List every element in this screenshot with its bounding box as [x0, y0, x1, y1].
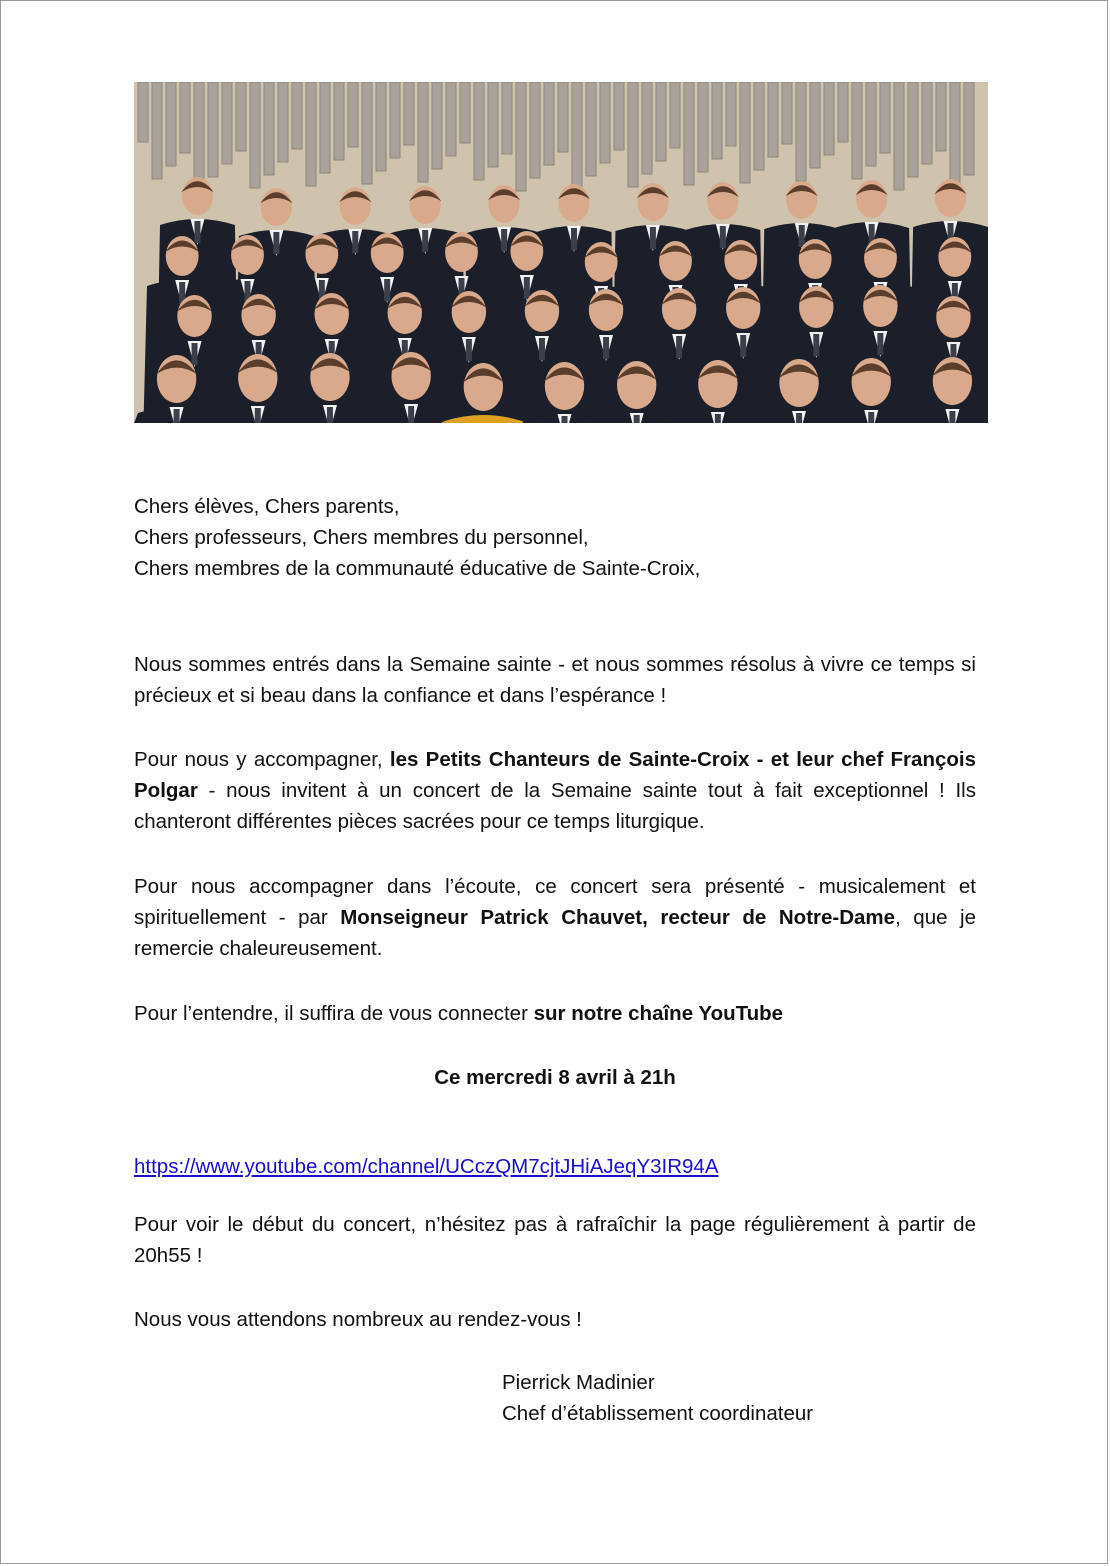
- organ-pipe: [180, 82, 190, 153]
- signature-block: [502, 1367, 813, 1429]
- tie: [796, 413, 802, 423]
- organ-pipe: [544, 82, 554, 165]
- organ-pipe: [292, 82, 302, 149]
- tie: [408, 406, 414, 423]
- organ-pipe: [474, 82, 484, 180]
- organ-pipe: [852, 82, 862, 179]
- organ-pipe: [768, 82, 778, 157]
- paragraph-choir-bold: les Petits Chanteurs de Sainte-Croix - et leur chef François Polgar: [134, 748, 976, 802]
- paragraph-closing: [134, 1304, 976, 1335]
- organ-pipe: [138, 82, 148, 142]
- organ-pipe: [278, 82, 288, 162]
- organ-pipe: [250, 82, 260, 188]
- organ-pipe: [166, 82, 176, 166]
- paragraph-choir-post: - nous invitent à un concert de la Semaine sainte tout à fait exceptionnel ! Ils chanteront différentes pièces sacrées pour ce temps liturgique.: [134, 779, 976, 833]
- organ-pipe: [586, 82, 596, 176]
- tie: [650, 227, 656, 249]
- organ-pipe: [488, 82, 498, 167]
- paragraph-youtube-text: [134, 998, 976, 1029]
- organ-pipe: [614, 82, 624, 150]
- choir-photo-illustration: [134, 82, 988, 423]
- organ-pipe: [894, 82, 904, 190]
- organ-pipe: [866, 82, 876, 166]
- organ-pipe: [964, 82, 974, 175]
- paragraph-intro-text: Nous sommes entrés dans la Semaine sainte - et nous sommes résolus à vivre ce temps si précieux et si beau dans la confiance et dans l’espérance !: [134, 653, 976, 707]
- organ-pipe: [740, 82, 750, 183]
- youtube-channel-link[interactable]: https://www.youtube.com/channel/UCczQM7cjtJHiAJeqY3IR94A: [134, 1155, 719, 1178]
- organ-pipe: [824, 82, 834, 155]
- date-block: [134, 1062, 976, 1093]
- organ-pipe: [530, 82, 540, 178]
- organ-pipe: [922, 82, 932, 164]
- tie: [720, 226, 726, 248]
- paragraph-closing-text: Nous vous attendons nombreux au rendez-vous !: [134, 1308, 582, 1331]
- paragraph-presenter-bold: Monseigneur Patrick Chauvet, recteur de Notre-Dame: [340, 906, 896, 929]
- choir-photo: [134, 82, 988, 423]
- organ-pipe: [320, 82, 330, 173]
- organ-pipe: [152, 82, 162, 179]
- organ-pipe: [600, 82, 610, 163]
- paragraph-choir-text: [134, 744, 976, 837]
- concert-date: Ce mercredi 8 avril à 21h: [434, 1066, 676, 1089]
- paragraph-presenter-pre: Pour nous accompagner dans l’écoute, ce concert sera présenté - musicalement et spirituellement - par: [134, 875, 976, 929]
- organ-pipe: [670, 82, 680, 148]
- organ-pipe: [726, 82, 736, 146]
- tie: [634, 415, 640, 423]
- organ-pipe: [628, 82, 638, 187]
- tie: [273, 232, 279, 254]
- tie: [384, 279, 390, 301]
- organ-pipe: [418, 82, 428, 182]
- paragraph-presenter: [134, 871, 976, 964]
- tie: [813, 334, 819, 356]
- tie: [539, 338, 545, 360]
- organ-pipe: [390, 82, 400, 158]
- tie: [327, 407, 333, 423]
- paragraph-refresh: [134, 1209, 976, 1271]
- organ-pipe: [810, 82, 820, 168]
- organ-pipe: [572, 82, 582, 189]
- organ-pipe: [404, 82, 414, 145]
- organ-pipe: [642, 82, 652, 174]
- paragraph-youtube-pre: Pour l’entendre, il suffira de vous connecter: [134, 1002, 534, 1025]
- organ-pipe: [446, 82, 456, 156]
- greeting-block: [134, 491, 976, 584]
- organ-pipe: [376, 82, 386, 171]
- tie: [571, 228, 577, 250]
- organ-pipe: [432, 82, 442, 169]
- organ-pipe: [838, 82, 848, 142]
- greeting-line-3: Chers membres de la communauté éducative de Sainte-Croix,: [134, 557, 701, 580]
- tie: [715, 414, 721, 423]
- organ-pipe: [796, 82, 806, 181]
- tie: [603, 337, 609, 359]
- paragraph-youtube-bold: sur notre chaîne YouTube: [533, 1002, 784, 1025]
- tie: [192, 343, 198, 365]
- organ-pipe: [936, 82, 946, 151]
- organ-pipe: [502, 82, 512, 154]
- signature-name: Pierrick Madinier: [502, 1371, 655, 1394]
- paragraph-youtube: [134, 998, 976, 1029]
- organ-pipe: [208, 82, 218, 177]
- tie: [501, 229, 507, 251]
- tie: [799, 225, 805, 247]
- organ-pipe: [712, 82, 722, 159]
- paragraph-presenter-post: , que je remercie chaleureusement.: [134, 906, 976, 960]
- organ-pipe: [684, 82, 694, 185]
- organ-pipe: [306, 82, 316, 186]
- tie: [255, 408, 261, 423]
- tie: [740, 335, 746, 357]
- tie: [466, 339, 472, 361]
- organ-pipe: [348, 82, 358, 147]
- organ-pipe: [558, 82, 568, 152]
- tie: [524, 277, 530, 299]
- organ-pipe: [222, 82, 232, 164]
- organ-pipe: [264, 82, 274, 175]
- tie: [422, 230, 428, 252]
- signature-title: Chef d’établissement coordinateur: [502, 1402, 814, 1425]
- organ-pipe: [782, 82, 792, 144]
- organ-pipe: [362, 82, 372, 184]
- paragraph-choir: [134, 744, 976, 837]
- organ-pipe: [754, 82, 764, 170]
- tie: [949, 411, 955, 423]
- tie: [676, 336, 682, 358]
- tie: [352, 231, 358, 253]
- greeting-line-1: Chers élèves, Chers parents,: [134, 495, 400, 518]
- organ-pipe: [236, 82, 246, 151]
- greeting-line-2: Chers professeurs, Chers membres du personnel,: [134, 526, 589, 549]
- paragraph-intro: [134, 649, 976, 711]
- organ-pipe: [516, 82, 526, 191]
- tie: [174, 409, 180, 423]
- organ-pipe: [334, 82, 344, 160]
- organ-pipe: [194, 82, 204, 190]
- tie: [877, 333, 883, 355]
- organ-pipe: [656, 82, 666, 161]
- organ-pipe: [698, 82, 708, 172]
- tie: [868, 412, 874, 423]
- tie: [194, 221, 200, 243]
- organ-pipe: [950, 82, 960, 188]
- paragraph-refresh-text: Pour voir le début du concert, n’hésitez pas à rafraîchir la page régulièrement à partir de 20h55 !: [134, 1213, 976, 1267]
- tie: [562, 416, 568, 423]
- paragraph-choir-pre: Pour nous y accompagner,: [134, 748, 390, 771]
- link-block: [134, 1151, 976, 1182]
- organ-pipe: [908, 82, 918, 177]
- organ-pipe: [460, 82, 470, 143]
- paragraph-presenter-text: [134, 871, 976, 964]
- organ-pipe: [880, 82, 890, 153]
